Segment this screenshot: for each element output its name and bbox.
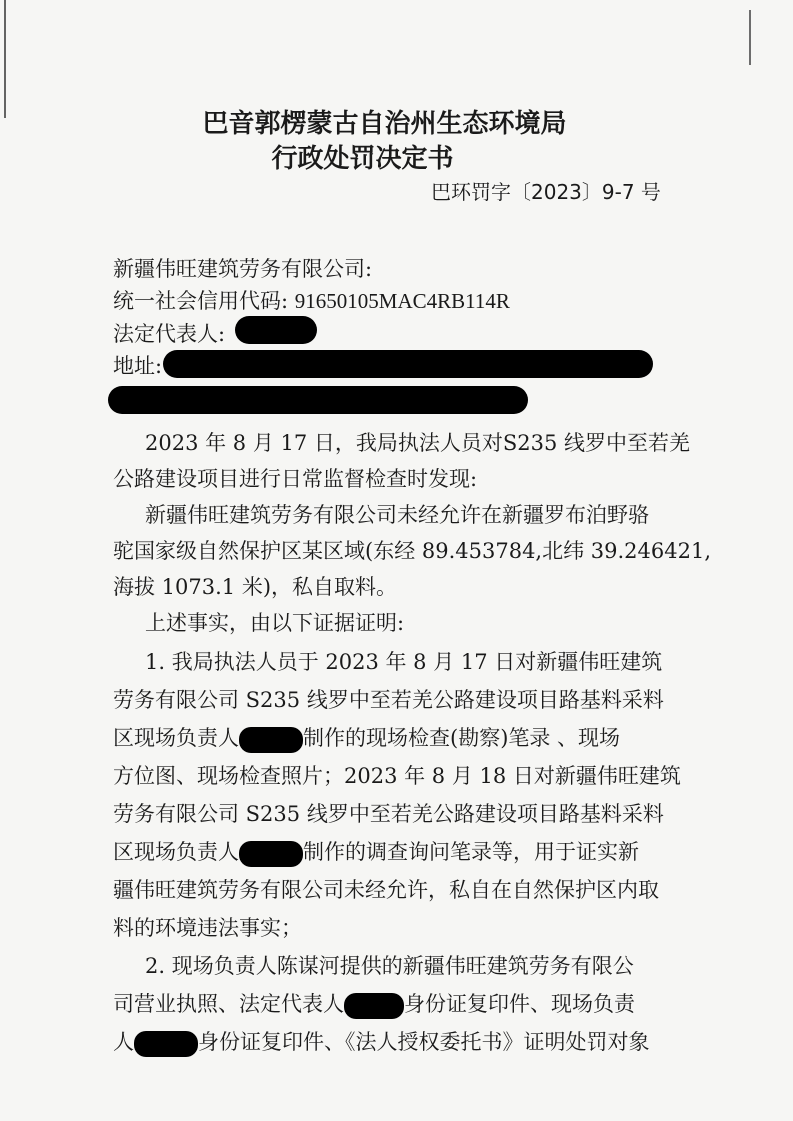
redaction-mark xyxy=(163,350,653,378)
redaction-mark xyxy=(239,727,303,753)
paragraph-line: 上述事实，由以下证据证明: xyxy=(145,611,405,635)
redaction-mark xyxy=(134,1031,198,1057)
agency-title: 巴音郭楞蒙古自治州生态环境局 xyxy=(202,109,567,139)
party-name: 新疆伟旺建筑劳务有限公司: xyxy=(113,257,373,281)
paragraph-line: 新疆伟旺建筑劳务有限公司未经允许在新疆罗布泊野骆 xyxy=(145,503,649,527)
redaction-mark xyxy=(239,841,303,867)
paragraph-line: 海拔 1073.1 米)，私自取料。 xyxy=(113,575,398,599)
evidence-line: 疆伟旺建筑劳务有限公司未经允许，私自在自然保护区内取 xyxy=(113,878,659,902)
redaction-mark xyxy=(235,316,317,344)
evidence-line: 区现场负责人 制作的现场检查(勘察)笔录 、现场 xyxy=(113,722,620,753)
evidence-line: 区现场负责人 制作的调查询问笔录等，用于证实新 xyxy=(113,836,639,867)
paragraph-line: 驼国家级自然保护区某区域(东经 89.453784,北纬 39.246421, xyxy=(113,539,712,563)
document-number: 巴环罚字〔2023〕9-7 号 xyxy=(431,180,661,204)
redaction-mark xyxy=(108,386,528,414)
scan-edge-mark xyxy=(749,10,751,65)
document-type-title: 行政处罚决定书 xyxy=(271,144,454,174)
evidence-line: 方位图、现场检查照片；2023 年 8 月 18 日对新疆伟旺建筑 xyxy=(113,764,681,788)
legal-rep-label: 法定代表人: xyxy=(113,322,226,346)
evidence-line: 2. 现场负责人陈谋河提供的新疆伟旺建筑劳务有限公 xyxy=(145,954,634,978)
evidence-line: 司营业执照、法定代表人 身份证复印件、现场负责 xyxy=(113,988,635,1019)
paragraph-line: 2023 年 8 月 17 日，我局执法人员对S235 线罗中至若羌 xyxy=(145,431,691,455)
paragraph-line: 公路建设项目进行日常监督检查时发现: xyxy=(113,467,478,491)
scan-edge-mark xyxy=(4,0,6,118)
redaction-mark xyxy=(344,993,404,1019)
evidence-line: 劳务有限公司 S235 线罗中至若羌公路建设项目路基料采料 xyxy=(113,802,664,826)
evidence-line: 1. 我局执法人员于 2023 年 8 月 17 日对新疆伟旺建筑 xyxy=(145,650,663,674)
evidence-line: 料的环境违法事实； xyxy=(113,916,302,940)
address-label: 地址: xyxy=(113,354,163,378)
evidence-line: 劳务有限公司 S235 线罗中至若羌公路建设项目路基料采料 xyxy=(113,688,664,712)
credit-code-label: 统一社会信用代码: xyxy=(113,289,289,313)
credit-code-line xyxy=(113,285,510,315)
evidence-line: 人 身份证复印件、《法人授权委托书》证明处罚对象 xyxy=(113,1026,650,1057)
credit-code-value: 91650105MAC4RB114R xyxy=(294,289,510,313)
